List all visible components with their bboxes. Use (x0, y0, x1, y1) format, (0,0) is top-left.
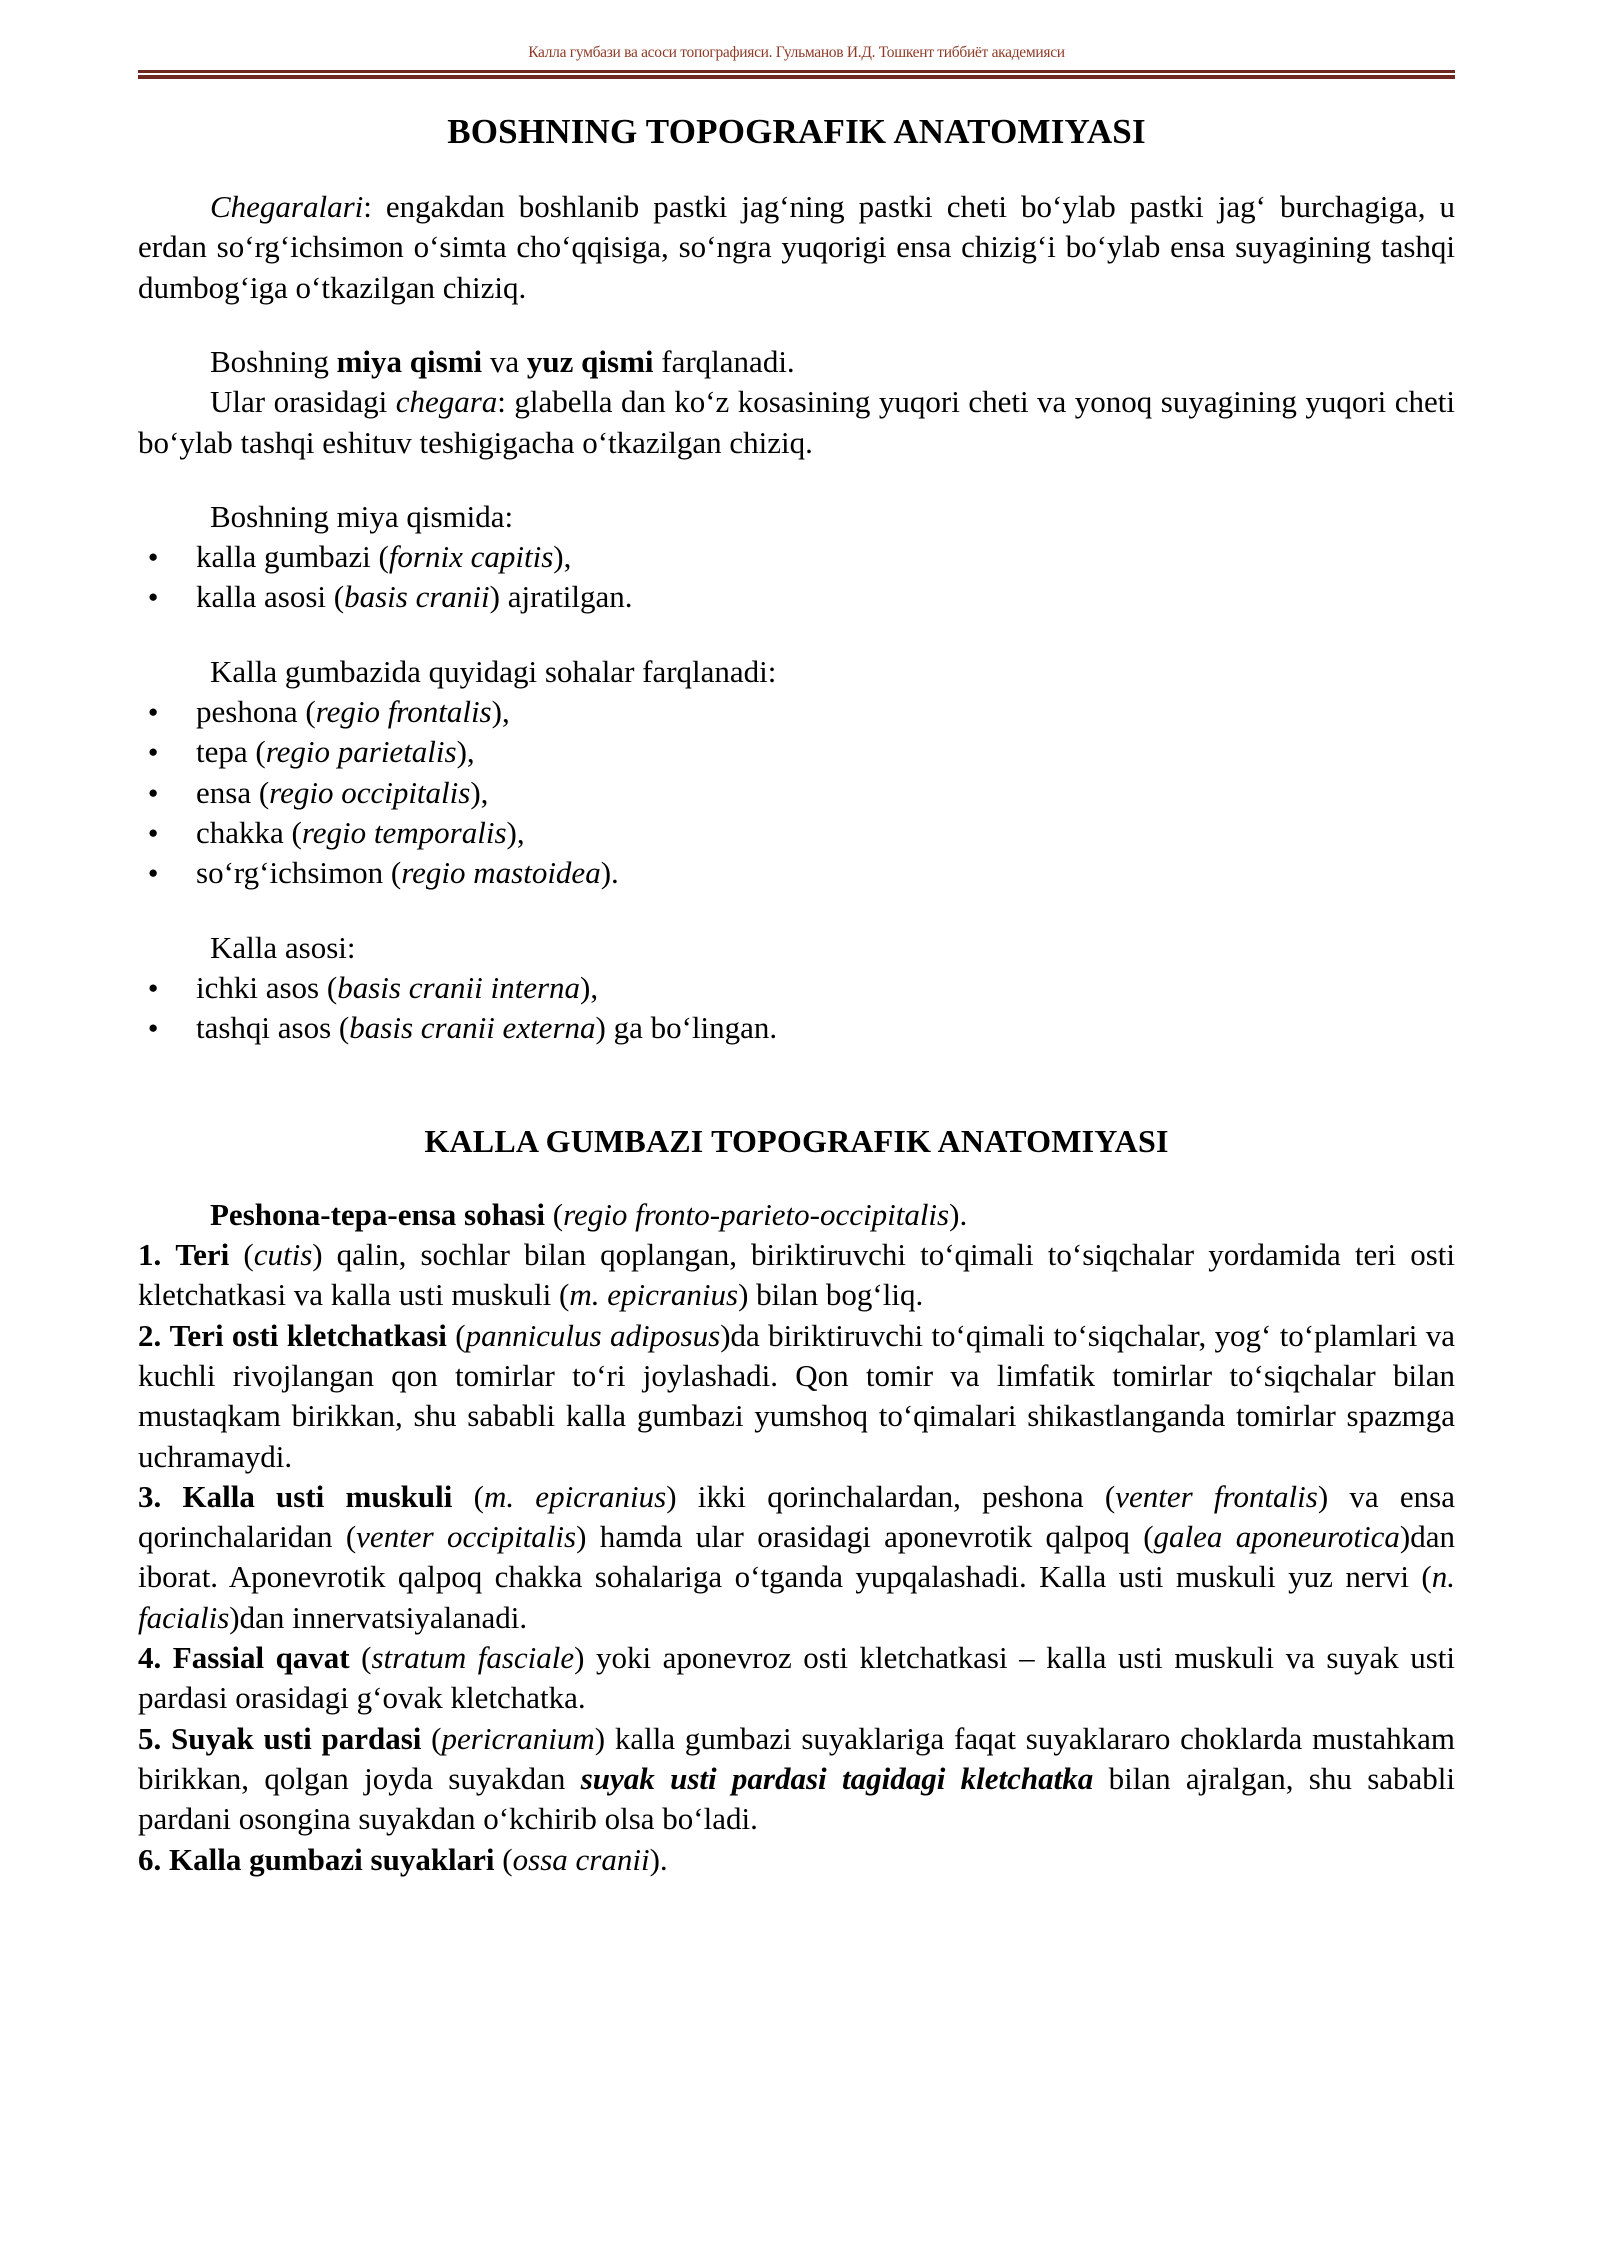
item-text-before: ichki asos ( (196, 969, 338, 1005)
list-item (138, 968, 1455, 1008)
layer-seg: )dan innervatsiyalanadi. (229, 1599, 528, 1635)
paragraph-parts (138, 342, 1455, 382)
layer-latin-term: pericranium (441, 1720, 595, 1756)
item-text-before: kalla gumbazi ( (196, 539, 389, 575)
list-item (138, 537, 1455, 577)
layer-latin-term: m. epicranius (569, 1277, 739, 1313)
header-divider-rule (138, 70, 1455, 79)
list-skull-base (138, 968, 1455, 1049)
item-text-after: ), (491, 694, 510, 730)
layer-seg: ) ikki qorinchalardan, peshona ( (666, 1478, 1116, 1514)
layer-number: 6. (138, 1841, 162, 1877)
layer-seg: )da biriktiruvchi to‘qimali to‘siqchalar, yog‘ to‘plamlari va kuchli rivojlangan qon tomirlar to‘ri joylashadi. Qon tomir va limfatik tomirlar to‘siqchalar bilan mustaqkam birikkan, shu sababli kalla gumbazi yumshoq to‘qimalari shikastlanganda tomirlar spazmga uchramaydi. (138, 1317, 1456, 1474)
parts-bold-miya-qismi: miya qismi (336, 343, 483, 379)
layer-number: 1. (138, 1237, 162, 1273)
layer-seg: ) kalla gumbazi suyaklariga faqat suyaklararo choklarda mustahkam birikkan, qolgan joyda suyakdan (138, 1720, 1455, 1796)
item-text-before: ensa ( (196, 774, 270, 810)
parts-tail: farqlanadi. (653, 343, 795, 379)
parts-lead: Boshning (210, 343, 337, 379)
list-item (138, 813, 1455, 853)
item-text-before: peshona ( (196, 694, 316, 730)
spacer (138, 153, 1455, 187)
layer-latin-term: venter occipitalis (356, 1519, 577, 1555)
item-text-after: ). (600, 855, 619, 891)
boundary-lead: Ular orasidagi (210, 384, 396, 420)
item-latin-term: basis cranii interna (337, 969, 581, 1005)
list-item (138, 773, 1455, 813)
layer-seg: ) qalin, sochlar bilan qoplangan, biriktiruvchi to‘qimali to‘siqchalar yordamida teri osti kletchatkasi va kalla usti muskuli ( (138, 1237, 1456, 1313)
layer-latin-term: stratum fasciale (371, 1640, 575, 1676)
intro-brain-part: Boshning miya qismida: (210, 498, 514, 534)
layer-item-1 (138, 1235, 1455, 1316)
running-header-text: Калла гумбази ва асоси топографияси. Гульманов И.Д. Тошкент тиббиёт академияси (528, 44, 1065, 61)
chegaralari-label: Chegaralari (210, 189, 364, 225)
layer-bold-title: Fassial qavat (172, 1640, 350, 1676)
region-title-close: ). (949, 1196, 968, 1232)
layer-number: 3. (138, 1478, 162, 1514)
item-text-before: chakka ( (196, 814, 302, 850)
item-text-after: ) ajratilgan. (489, 579, 633, 615)
header-rule-line-bottom (138, 75, 1455, 79)
layer-item-6 (138, 1840, 1455, 1880)
boundary-tail: : glabella dan ko‘z kosasining yuqori cheti va yonoq suyagining yuqori cheti bo‘ylab tashqi eshituv teshigigacha o‘tkazilgan chiziq. (138, 384, 1455, 460)
item-text-before: so‘rg‘ichsimon ( (196, 855, 402, 891)
list-vault-regions (138, 692, 1455, 893)
item-text-after: ), (580, 969, 599, 1005)
spacer (138, 1161, 1455, 1195)
item-latin-term: regio mastoidea (401, 855, 601, 891)
layer-item-2 (138, 1316, 1455, 1477)
section-title-kalla-gumbazi: KALLA GUMBAZI TOPOGRAFIK ANATOMIYASI (424, 1123, 1169, 1160)
list-item (138, 853, 1455, 893)
layer-seg: ) yoki aponevroz osti kletchatkasi – kalla usti muskuli va suyak usti pardasi orasidagi g‘ovak kletchatka. (138, 1640, 1456, 1716)
list-item (138, 577, 1455, 617)
region-title-latin: regio fronto-parieto-occipitalis (563, 1196, 950, 1232)
running-header (138, 0, 1455, 79)
item-text-after: ), (456, 734, 475, 770)
layer-seg: ( (229, 1237, 254, 1273)
layer-number: 2. (138, 1317, 162, 1353)
layer-latin-term: galea aponeurotica (1153, 1519, 1400, 1555)
layer-number: 5. (138, 1720, 162, 1756)
chegaralari-text: : engakdan boshlanib pastki jag‘ning pastki cheti bo‘ylab pastki jag‘ burchagiga, u erdan so‘rg‘ichsimon o‘simta cho‘qqisiga, so‘ngra yuqorigi ensa chizig‘i bo‘ylab ensa suyagining tashqi dumbog‘iga o‘tkazilgan chiziq. (138, 189, 1455, 305)
item-latin-term: regio parietalis (265, 734, 457, 770)
region-title-bold: Peshona-tepa-ensa sohasi (210, 1196, 546, 1232)
layer-item-3 (138, 1477, 1455, 1638)
spacer (138, 463, 1455, 497)
item-latin-term: fornix capitis (388, 539, 554, 575)
layer-item-5 (138, 1719, 1455, 1840)
layer-seg: ( (446, 1317, 466, 1353)
item-latin-term: regio temporalis (301, 814, 507, 850)
region-title-open-paren: ( (545, 1196, 564, 1232)
layer-bold-title: Teri osti kletchatkasi (169, 1317, 447, 1353)
layer-number: 4. (138, 1640, 162, 1676)
layer-latin-term: panniculus adiposus (465, 1317, 721, 1353)
intro-skull-base: Kalla asosi: (210, 929, 356, 965)
layer-seg: )dan iborat. Aponevrotik qalpoq chakka sohalariga o‘tganda yupqalashadi. Kalla usti muskuli yuz nervi ( (138, 1519, 1455, 1595)
item-text-before: kalla asosi ( (196, 579, 345, 615)
spacer (138, 1048, 1455, 1122)
layer-seg: ( (349, 1640, 372, 1676)
boundary-italic-chegara: chegara (395, 384, 498, 420)
item-latin-term: regio occipitalis (269, 774, 471, 810)
layer-seg: ) va ensa qorinchalaridan ( (138, 1478, 1455, 1555)
layer-seg: ( (452, 1478, 484, 1514)
item-text-before: tepa ( (196, 734, 266, 770)
layer-seg: ( (421, 1720, 442, 1756)
intro-vault-regions: Kalla gumbazida quyidagi sohalar farqlanadi: (210, 653, 777, 689)
layer-seg: bilan ajralgan, shu sababli pardani osongina suyakdan o‘kchirib olsa bo‘ladi. (138, 1760, 1455, 1837)
layer-latin-term: m. epicranius (483, 1478, 667, 1514)
item-text-before: tashqi asos ( (196, 1010, 350, 1046)
layer-bold-title: Suyak usti pardasi (171, 1720, 422, 1756)
item-latin-term: regio frontalis (315, 694, 492, 730)
paragraph-chegaralari (138, 187, 1455, 308)
spacer (138, 894, 1455, 928)
layer-bold-title: Teri (175, 1237, 230, 1273)
item-text-after: ), (470, 774, 489, 810)
layer-latin-term: venter frontalis (1115, 1478, 1318, 1514)
layer-bold-title: Kalla usti muskuli (182, 1478, 453, 1514)
item-text-after: ), (553, 539, 572, 575)
layer-latin-term: n. facialis (138, 1559, 1455, 1635)
item-latin-term: basis cranii externa (349, 1010, 596, 1046)
spacer (138, 618, 1455, 652)
layer-item-4 (138, 1638, 1455, 1719)
list-brain-part (138, 537, 1455, 618)
item-text-after: ) ga bo‘lingan. (595, 1010, 778, 1046)
item-text-after: ), (506, 814, 525, 850)
list-item (138, 692, 1455, 732)
layer-seg: ). (649, 1841, 668, 1877)
layer-latin-term: cutis (253, 1237, 313, 1273)
list-item (138, 732, 1455, 772)
spacer (138, 308, 1455, 342)
layer-bold-title: Kalla gumbazi suyaklari (169, 1841, 495, 1877)
paragraph-region-title (138, 1195, 1455, 1235)
layer-seg: ( (494, 1841, 513, 1877)
page-title: BOSHNING TOPOGRAFIK ANATOMIYASI (447, 112, 1146, 152)
layer-latin-term: ossa cranii (512, 1841, 650, 1877)
paragraph-boundary (138, 382, 1455, 463)
parts-mid: va (482, 343, 527, 379)
item-latin-term: basis cranii (344, 579, 490, 615)
list-item (138, 1008, 1455, 1048)
layer-bold-italic-emphasis: suyak usti pardasi tagidagi kletchatka (580, 1760, 1094, 1796)
layer-seg: ) bilan bog‘liq. (738, 1277, 924, 1313)
layer-seg: ) hamda ular orasidagi aponevrotik qalpoq ( (576, 1519, 1154, 1555)
parts-bold-yuz-qismi: yuz qismi (526, 343, 654, 379)
